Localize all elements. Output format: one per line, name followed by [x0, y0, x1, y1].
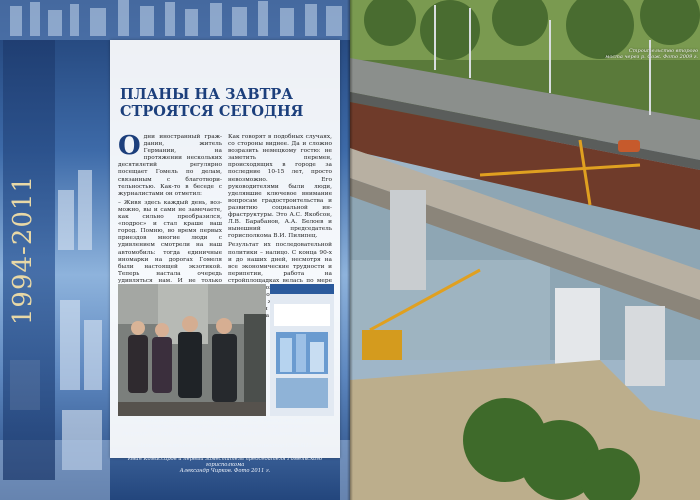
- officials-photo: [118, 284, 266, 416]
- dropcap: О: [118, 131, 141, 161]
- caption-line: посвященной вопросам строительства. Слева направо:: [145, 424, 305, 431]
- officials-photo-illustration: [118, 284, 266, 416]
- paragraph: Как говорят в подобных случаях, со стороны виднее. Да и сложно возразить немецкому гостю: не заметить перемен, происходящих в городе за последние 10-15 лет, просто невозможно. Его руководителями были люди, уделявшие ключевое внимание вопросам градостроительства и развитию социальной инфраструктуры. Это А.С. Якобсон, Л.В. Барабанов, А.А. Белоев и нынешний председатель горисполкома В.И. Пилипец.: [228, 134, 332, 240]
- paragraph-text: дни иностранный гражданин, житель Германии, на протяжении нескольких десятилетий регулярно посещает Гомель по делам, связанным с благотворительностью. Как-то в беседе с журналистами он отметил:: [118, 134, 222, 197]
- right-page: [350, 0, 700, 500]
- page-spine: [347, 0, 353, 500]
- caption-line: Александр Чирков. Фото 2011 г.: [179, 468, 271, 475]
- paragraph: Результат их последовательной политики – налицо. С конца 90-х и до наших дней, несмотря на все экономические трудности и перипетии, работа на стройплощадках велась по мере: [228, 242, 332, 284]
- poster-illustration: [270, 284, 334, 416]
- caption-line: Наталья Лемешева, депутат горсовета, директор СЗШ №11: [137, 443, 313, 450]
- urban-planning-poster: [270, 284, 334, 416]
- photo-note-line: моста через р. Сож. Фото 2009 г.: [605, 54, 698, 60]
- paragraph: – Живя здесь каждый день, возможно, вы и сами не замечаете, как сильно преобразился, «подрос» и стал краше ваш город. Помню, во время первых приездов многие люди с удивлением смотрели на наш автомобиль: тогда единичные иномарки на дорогах Гомеля были настоящей экзотикой. Теперь настала очередь удивляться нам. И не только: [118, 199, 222, 284]
- title-line-1: ПЛАНЫ НА ЗАВТРА: [120, 86, 294, 103]
- title-line-2: СТРОЯТСЯ СЕГОДНЯ: [120, 103, 304, 120]
- article-panel: [110, 40, 340, 458]
- bridge-construction-photo: [350, 0, 700, 500]
- photo-note: [586, 48, 698, 60]
- article-title: [120, 86, 335, 120]
- photo-note-line: Строительство второго: [628, 48, 698, 54]
- photo-caption: [110, 418, 340, 475]
- paragraph: [118, 131, 222, 198]
- caption-line: Иван Комиссаров и первый заместитель председателя Гомельского горисполкома: [127, 455, 323, 469]
- caption-line: На выездной сессии Гомельского городского Совета депутатов,: [133, 418, 317, 424]
- caption-line: депутат Палаты представителей Национального собрания Республики Беларусь: [122, 430, 328, 443]
- caption-line: Наталья Латышева, председатель Гомельского городского Совета депутатов: [112, 449, 338, 456]
- year-range: 1994-2011: [8, 175, 38, 326]
